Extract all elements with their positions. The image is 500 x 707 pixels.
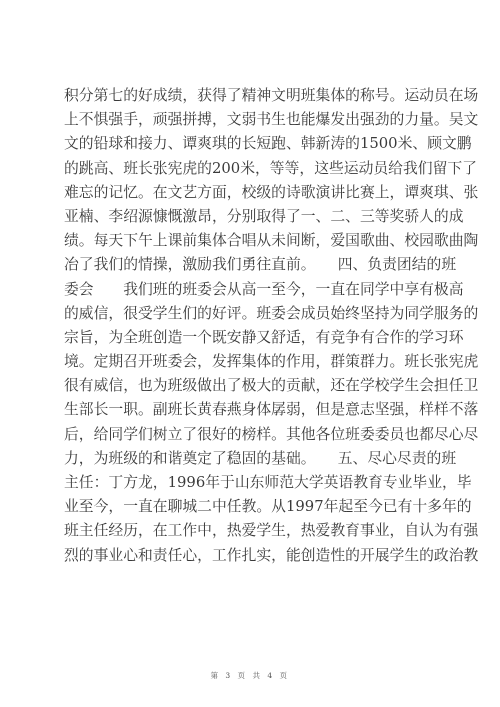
text-line: 的跳高、班长张宪虎的200米，等等，这些运动员给我们留下了 <box>64 159 477 177</box>
text-line: 班主任经历，在工作中，热爱学生，热爱教育事业，自认为有强 <box>64 522 479 540</box>
text-line: 委会 我们班的班委会从高一至今，一直在同学中享有极高 <box>64 280 464 298</box>
text-line: 后，给同学们树立了很好的榜样。其他各位班委委员也都尽心尽 <box>64 425 479 443</box>
page-footer: 第 3 页 共 4 页 <box>210 671 290 680</box>
text-line: 积分第七的好成绩，获得了精神文明班集体的称号。运动员在场 <box>64 87 479 104</box>
text-line: 难忘的记忆。在文艺方面，校级的诗歌演讲比赛上，谭爽琪、张 <box>64 183 479 201</box>
text-line: 绩。每天下午上课前集体合唱从未间断，爱国歌曲、校园歌曲陶 <box>64 232 479 250</box>
text-line: 宗旨，为全班创造一个既安静又舒适，有竞争有合作的学习环 <box>64 328 464 346</box>
text-line: 生部长一职。副班长黄春燕身体孱弱，但是意志坚强，样样不落 <box>64 401 479 419</box>
text-line: 境。定期召开班委会，发挥集体的作用，群策群力。班长张宪虎 <box>64 353 479 371</box>
text-line: 主任：丁方龙，1996年于山东师范大学英语教育专业毕业，毕 <box>64 474 472 491</box>
text-line: 冶了我们的情操，激励我们勇往直前。 四、负责团结的班 <box>64 256 457 274</box>
text-line: 上不惧强手，顽强拼搏，文弱书生也能爆发出强劲的力量。吴文 <box>64 111 479 129</box>
body-text <box>64 84 479 568</box>
text-line: 的威信，很受学生们的好评。班委会成员始终坚持为同学服务的 <box>64 304 479 322</box>
text-line: 亚楠、李绍源慷慨激昂，分别取得了一、二、三等奖骄人的成 <box>64 207 464 225</box>
text-line: 很有威信，也为班级做出了极大的贡献，还在学校学生会担任卫 <box>64 377 479 395</box>
text-line: 业至今，一直在聊城二中任教。从1997年起至今已有十多年的 <box>64 498 472 516</box>
text-line: 力，为班级的和谐奠定了稳固的基础。 五、尽心尽责的班 <box>64 449 457 467</box>
text-line: 文的铅球和接力、谭爽琪的长短跑、韩新涛的1500米、顾文鹏 <box>64 135 472 153</box>
text-line: 烈的事业心和责任心，工作扎实，能创造性的开展学生的政治教 <box>64 546 479 564</box>
